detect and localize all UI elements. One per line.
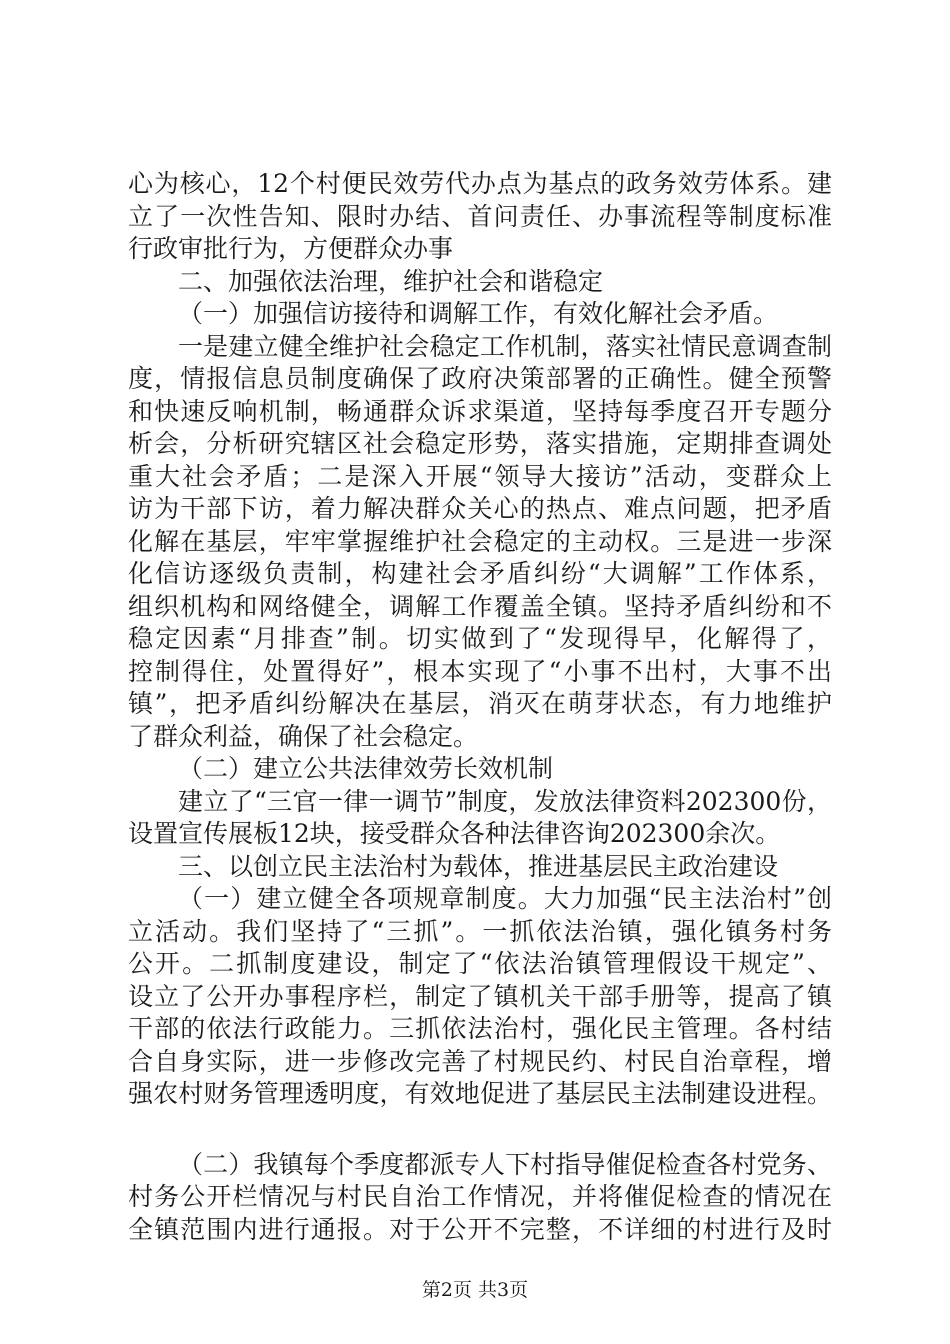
text-line: 强农村财务管理透明度，有效地促进了基层民主法制建设进程。 [128, 1079, 832, 1108]
text-line: 设立了公开办事程序栏，制定了镇机关干部手册等，提高了镇 [128, 981, 832, 1011]
text-line: 化信访逐级负责制，构建社会矛盾纠纷“大调解”工作体系， [128, 559, 832, 588]
text-line: （二）我镇每个季度都派专人下村指导催促检查各村党务、 [178, 1149, 832, 1179]
text-line: 组织机构和网络健全，调解工作覆盖全镇。坚持矛盾纠纷和不 [128, 591, 832, 621]
text-line: 设置宣传展板12块，接受群众各种法律咨询202300余次。 [128, 819, 781, 848]
text-line: 析会，分析研究辖区社会稳定形势，落实措施，定期排查调处 [128, 429, 832, 458]
text-line: 化解在基层，牢牢掌握维护社会稳定的主动权。三是进一步深 [128, 526, 832, 556]
text-line: 和快速反响机制，畅通群众诉求渠道，坚持每季度召开专题分 [128, 396, 832, 426]
section-heading-2: 二、加强依法治理，维护社会和谐稳定 [178, 266, 604, 296]
text-line: 稳定因素“月排查”制。切实做到了“发现得早，化解得了， [128, 624, 832, 653]
text-line: 村务公开栏情况与村民自治工作情况，并将催促检查的情况在 [128, 1182, 832, 1211]
text-line: 立活动。我们坚持了“三抓”。一抓依法治镇，强化镇务村务 [128, 916, 832, 946]
paragraph-gap [128, 1111, 832, 1149]
page-footer: 第2页 共3页 [421, 1279, 529, 1301]
text-line: 合自身实际，进一步修改完善了村规民约、村民自治章程，增 [128, 1046, 832, 1076]
text-line: 全镇范围内进行通报。对于公开不完整，不详细的村进行及时 [128, 1214, 832, 1244]
text-line: 心为核心，12个村便民效劳代办点为基点的政务效劳体系。建 [128, 169, 832, 198]
text-line: 公开。二抓制度建设，制定了“依法治镇管理假设干规定”、 [128, 949, 832, 978]
text-line: 重大社会矛盾；二是深入开展“领导大接访”活动，变群众上 [128, 461, 832, 491]
text-line: 度，情报信息员制度确保了政府决策部署的正确性。健全预警 [128, 364, 832, 393]
text-line: 了群众利益，确保了社会稳定。 [128, 721, 479, 751]
text-line: 立了一次性告知、限时办结、首问责任、办事流程等制度标准 [128, 201, 832, 231]
section-heading-3: 三、以创立民主法治村为载体，推进基层民主政治建设 [178, 851, 779, 881]
subsection-heading: （二）建立公共法律效劳长效机制 [178, 754, 554, 783]
text-line: （一）建立健全各项规章制度。大力加强“民主法治村”创 [178, 884, 832, 913]
subsection-heading: （一）加强信访接待和调解工作，有效化解社会矛盾。 [178, 299, 779, 328]
text-line: 镇”，把矛盾纠纷解决在基层，消灭在萌芽状态，有力地维护 [128, 689, 832, 718]
text-line: 行政审批行为，方便群众办事 [128, 234, 454, 263]
text-line: 建立了“三官一律一调节”制度，发放法律资料202300份， [178, 786, 832, 816]
text-line: 控制得住，处置得好”，根本实现了“小事不出村，大事不出 [128, 656, 832, 686]
text-line: 一是建立健全维护社会稳定工作机制，落实社情民意调查制 [178, 331, 832, 361]
text-line: 干部的依法行政能力。三抓依法治村，强化民主管理。各村结 [128, 1014, 832, 1043]
text-line: 访为干部下访，着力解决群众关心的热点、难点问题，把矛盾 [128, 494, 832, 523]
document-body [128, 168, 832, 1246]
